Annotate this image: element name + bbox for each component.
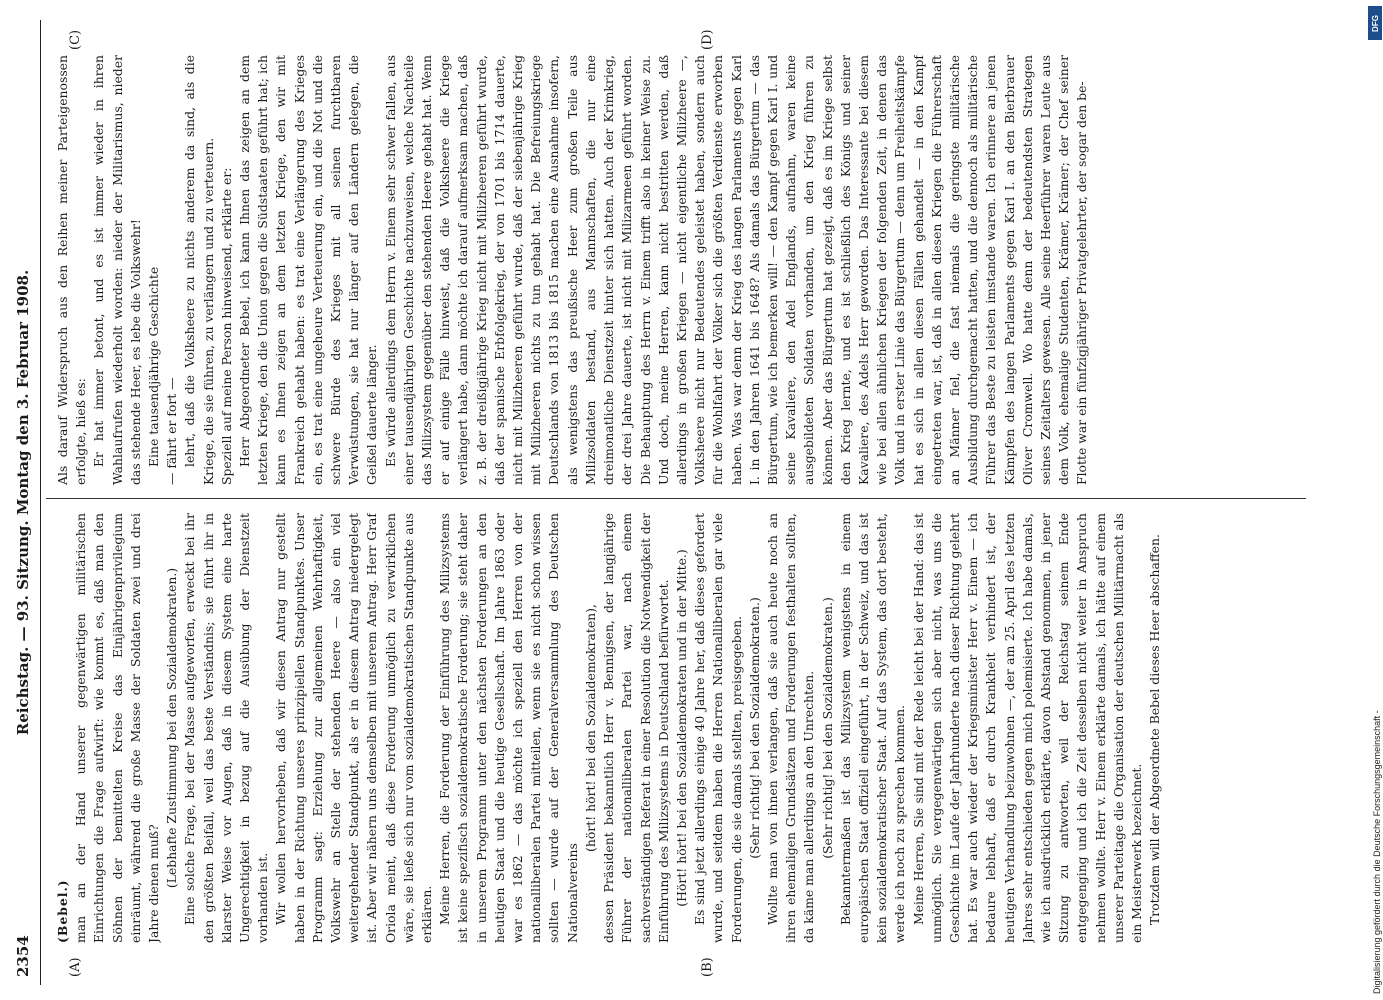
interjection: (Sehr richtig! bei den Sozialdemokraten.) <box>746 597 762 859</box>
paragraph: Meine Herren, Sie sind mit der Rede leicht bei der Hand: das ist unmöglich. Sie vergegenwärtigen sich aber nicht, was uns die Geschichte im Laufe der Jahrhunderte nach dieser Richtung gelehrt hat. Es war auch wieder der Kriegsminister Herr v. Einem — ich bedaure lebhaft, daß er durch Krankheit verhindert ist, der heutigen Verhandlung beizuwohnen —, der am 25. April des letzten Jahres sehr entschieden gegen mich polemisierte. Ich habe damals, wie ich ausdrücklich erklärte, davon Abstand genommen, in jener Sitzung zu antworten, weil der Reichstag seinem Ende entgegenging und ich die Zeit desselben nicht weiter in Anspruch nehmen wollte. Herr v. Einem erklärte damals, ich hätte auf einem unserer Parteitage die Organisation der deutschen Militärmacht als ein Meisterwerk bezeichnet. <box>910 513 1144 943</box>
rotated-page <box>10 20 1322 985</box>
paragraph: Speziell auf meine Person hinweisend, erklärte er: <box>218 167 234 485</box>
margin-marker-c: (C) <box>68 29 83 50</box>
interjection: (Hört! hört! bei den Sozialdemokraten und in der Mitte.) <box>673 549 689 907</box>
left-column <box>54 513 1299 943</box>
paragraph: lehrt, daß die Volksheere zu nichts anderem da sind, als die Kriege, die sie führen, zu verlängern und zu verteuern. <box>182 55 216 485</box>
paragraph: Er hat immer betont, und es ist immer wieder in ihren Wahlaufrufen wiederholt worden: nieder der Militarismus, nieder das stehende Heer, es lebe die Volkswehr! <box>91 55 143 485</box>
margin-marker-b: (B) <box>700 957 715 977</box>
interjection: (Sehr richtig! bei den Sozialdemokraten.) <box>819 597 835 859</box>
paragraph: Eine tausendjährige Geschichte <box>146 266 162 467</box>
column-divider <box>46 498 1306 499</box>
paragraph: Trotzdem will der Abgeordnete Bebel dieses Heer abschaffen. <box>1147 534 1163 925</box>
page-number: 2354 <box>14 935 32 977</box>
paragraph: Herr Abgeordneter Bebel, ich kann Ihnen das zeigen an dem letzten Kriege, den die Union gegen die Südstaaten geführt hat; ich kann es Ihnen zeigen an dem letzten Kriege, den wir mit Frankreich gehabt haben: es trat eine Verlängerung des Krieges ein, es trat eine ungeheure Verteuerung ein, und die Not und die schwere Bürde des Krieges mit all seinen furchtbaren Verwüstungen, sie hat nur länger auf den Ländern gelegen, die Geißel dauerte länger. <box>237 55 380 485</box>
paragraph: Es sind jetzt allerdings einige 40 Jahre her, daß dieses gefordert wurde, und seitdem haben die Herren Nationalliberalen gar viele Forderungen, die sie damals stellten, preisgegeben. <box>692 513 744 943</box>
interjection: (Lebhafte Zustimmung bei den Sozialdemokraten.) <box>164 567 180 889</box>
page-header <box>10 20 41 985</box>
paragraph: Meine Herren, die Forderung der Einführung des Milizsystems ist keine spezifisch sozialdemokratische Forderung; sie steht daher in unserem Programm unter den nächsten Forderungen an den heutigen Staat und die heutige Gesellschaft. Im Jahre 1863 oder war es 1862 — das möchte ich speziell den Herren von der nationalliberalen Partei mitteilen, wenn sie es nicht schon wissen sollten — wurde auf der Generalversammlung des Deutschen Nationalvereins <box>437 513 580 943</box>
interjection: (hört! hört! bei den Sozialdemokraten), <box>582 604 598 852</box>
margin-marker-a: (A) <box>68 957 83 977</box>
page-title: Reichstag. — 93. Sitzung. Montag den 3. Februar 1908. <box>14 269 32 736</box>
paragraph: Bekanntermaßen ist das Milizsystem wenigstens in einem europäischen Staat offiziell eingeführt, in der Schweiz, und das ist kein sozialdemokratischer Staat. Auf das System, das dort besteht, werde ich noch zu sprechen kommen. <box>837 513 908 943</box>
paragraph: Eine solche Frage, bei der Masse aufgeworfen, erweckt bei ihr den größten Beifall, weil das beste Verständnis; sie führt ihr in klarster Weise vor Augen, daß in diesem System eine harte Ungerechtigkeit in bezug auf die Ausübung der Dienstzeit vorhanden ist. <box>182 513 271 943</box>
margin-marker-d: (D) <box>700 29 715 50</box>
paragraph: Wollte man von ihnen verlangen, daß sie auch heute noch an ihren ehemaligen Grundsätzen und Forderungen festhalten sollten, da käme man allerdings an den Unrechten. <box>764 513 817 943</box>
paragraph: Als darauf Widerspruch aus den Reihen meiner Parteigenossen erfolgte, hieß es: <box>55 55 89 485</box>
speaker-label: (Bebel.) <box>55 879 70 943</box>
paragraph: — fährt er fort — <box>164 377 180 485</box>
right-column <box>54 55 1299 485</box>
paragraph: Wir wollen hervorheben, daß wir diesen Antrag nur gestellt haben in der Richtung unseres prinzipiellen Standpunktes. Unser Programm sagt: Erziehung zur allgemeinen Wehrhaftigkeit, Volkswehr an Stelle der stehenden Heere — also ein viel weitergehender Standpunkt, als er in diesem Antrag niedergelegt ist. Aber wir nähern uns demselben mit unserem Antrag. Herr Graf Oriola meint, daß diese Forderung unmöglich zu verwirklichen wäre, sie ließe sich nur vom sozialdemokratischen Standpunkte aus erklären. <box>273 513 435 943</box>
paragraph: dessen Präsident bekanntlich Herr v. Bennigsen, der langjährige Führer der nationalliberalen Partei war, nach einem sachverständigen Referat in einer Resolution die Notwendigkeit der Einführung des Milizsystems in Deutschland befürwortet. <box>601 513 671 943</box>
dfg-logo-text: DFG <box>1370 14 1380 32</box>
paragraph: Es würde allerdings dem Herrn v. Einem sehr schwer fallen, aus einer tausendjährigen Geschichte nachzuweisen, welche Nachteile das Milizsystem gegenüber den stehenden Heere gehabt hat. Wenn er auf einige Fälle hinweist, daß die Volksheere die Kriege verlängert habe, dann möchte ich darauf aufmerksam machen, daß z. B. der dreißigjährige Krieg nicht mit Milizheeren geführt wurde, daß der spanische Erbfolgekrieg, der von 1701 bis 1714 dauerte, nicht mit Milizheeren geführt wurde, daß der siebenjährige Krieg mit Milizheeren nichts zu tun gehabt hat. Die Befreiungskriege Deutschlands von 1813 bis 1815 machen eine Ausnahme insofern, als wenigstens das preußische Heer zum großen Teile aus Milizsoldaten bestand, aus Mannschaften, die nur eine dreimonatliche Dienstzeit hinter sich hatten. Auch der Krimkrieg, der drei Jahre dauerte, ist nicht mit Milizarmeen geführt worden. Die Behauptung des Herrn v. Einem trifft also in keiner Weise zu. Und doch, meine Herren, kann nicht bestritten werden, daß allerdings in großen Kriegen — nicht eigentliche Milizheere —, Volksheere nicht nur Bedeutendes geleistet haben, sondern auch für die Wohlfahrt der Völker sich die größten Verdienste erworben haben. Was war denn der Krieg des langen Parlaments gegen Karl I. in den Jahren 1641 bis 1648? Als damals das Bürgertum — das Bürgertum, wie ich bemerken will! — den Kampf gegen Karl I. und seine Kavaliere, den Adel Englands, aufnahm, waren keine ausgebildeten Soldaten vorhanden, um den Krieg führen zu können. Aber das Bürgertum hat gezeigt, daß es im Kriege selbst den Krieg lernte, und es ist schließlich des Königs und seiner Kavaliere, des Adels Herr geworden. Das Interessante bei diesem wie bei allen ähnlichen Kriegen der folgenden Zeit, in denen das Volk und in erster Linie das Bürgertum — denn um Freiheitskämpfe hat es sich in allen diesen Fällen gehandelt — in den Kampf eingetreten war, ist, daß in allen diesen Kriegen die Führerschaft an Männer fiel, die fast niemals die geringste militärische Ausbildung durchgemacht hatten, und die dennoch als militärische Führer das Beste zu leisten imstande waren. Ich erinnere an jenen Kämpfen des langen Parlaments gegen Karl I. an den Bierbrauer Oliver Cromwell. Wo hatte denn der bedeutendsten Strategen seines Zeitalters gewesen. Alle seine Heerführer waren Leute aus dem Volk, ehemalige Studenten, Krämer, Krämer; der Chef seiner Flotte war ein fünfzigjähriger Privatgelehrter, der sogar den be- <box>382 55 1090 485</box>
paragraph: man an der Hand unserer gegenwärtigen militärischen Einrichtungen die Frage aufwirft: wie kommt es, daß man den Söhnen der bemittelten Kreise das Einjährigenprivilegium einräumt, während die große Masse der Soldaten zwei und drei Jahre dienen muß? <box>73 513 162 943</box>
digitization-credit: Digitalisierung gefördert durch die Deutsche Forschungsgemeinschaft - <box>1372 710 1382 994</box>
